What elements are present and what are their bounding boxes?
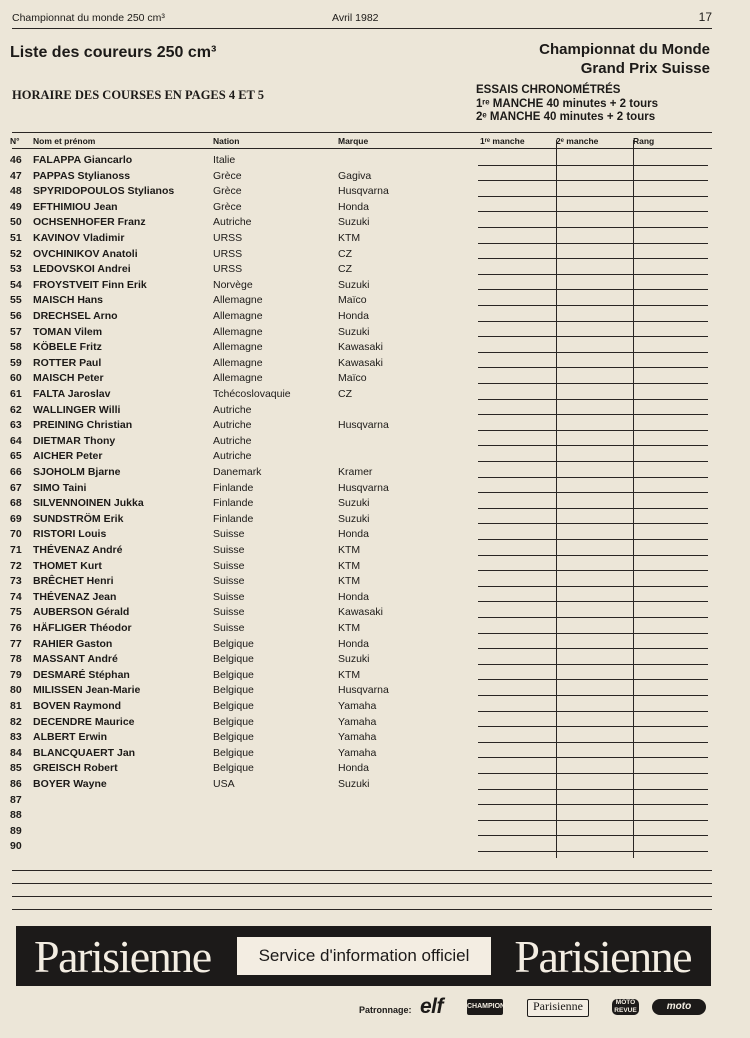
rider-nation: URSS	[213, 232, 243, 244]
page-title: Liste des coureurs 250 cm³	[10, 44, 217, 61]
rider-nation: Tchécoslovaquie	[213, 388, 291, 400]
rider-name: BOVEN Raymond	[33, 700, 122, 712]
rider-name: AICHER Peter	[33, 450, 103, 463]
table-row	[0, 509, 750, 525]
table-row	[0, 462, 750, 478]
footer-rule-1	[12, 870, 712, 871]
rider-nation: Finlande	[213, 481, 254, 494]
rider-nation: Suisse	[213, 528, 245, 541]
rider-number: 89	[10, 824, 22, 837]
table-row	[0, 415, 750, 431]
service-label: Service d'information officiel	[237, 937, 491, 975]
table-row	[0, 493, 750, 509]
table-row	[0, 259, 750, 275]
rider-nation: URSS	[213, 263, 243, 276]
rider-number: 68	[10, 497, 22, 510]
rider-name: AUBERSON Gérald	[33, 606, 130, 619]
table-row	[0, 743, 750, 759]
rider-nation: Danemark	[213, 466, 262, 478]
table-row	[0, 244, 750, 260]
table-row	[0, 166, 750, 182]
header-rule	[12, 28, 712, 29]
rider-nation: Belgique	[213, 637, 254, 650]
col-header-nation: Nation	[213, 136, 240, 146]
rider-number: 87	[10, 793, 22, 806]
rider-nation: Allemagne	[213, 325, 263, 338]
rider-number: 78	[10, 653, 22, 666]
schedule-note: HORAIRE DES COURSES EN PAGES 4 ET 5	[12, 88, 265, 102]
rider-name: PREINING Christian	[33, 419, 133, 432]
table-row	[0, 228, 750, 244]
table-row	[0, 384, 750, 400]
rider-nation: Allemagne	[213, 294, 263, 307]
col-header-rang: Rang	[633, 136, 655, 146]
rider-number: 53	[10, 263, 22, 276]
rider-brand: Suzuki	[338, 497, 370, 510]
rider-number: 50	[10, 216, 22, 229]
rider-nation: Allemagne	[213, 356, 263, 369]
essais-block	[476, 84, 658, 125]
rider-number: 86	[10, 778, 22, 790]
rider-nation: Suisse	[213, 622, 245, 634]
rider-number: 88	[10, 809, 22, 822]
rider-number: 67	[10, 481, 22, 494]
rider-name: PAPPAS Stylianoss	[33, 169, 131, 182]
rider-brand: Yamaha	[338, 731, 377, 744]
table-row	[0, 649, 750, 665]
rider-brand: Husqvarna	[338, 481, 389, 494]
table-row	[0, 836, 750, 852]
rider-number: 49	[10, 200, 22, 213]
result-entry-line	[478, 851, 708, 852]
rider-brand: Suzuki	[338, 512, 370, 525]
rider-name: EFTHIMIOU Jean	[33, 200, 118, 213]
rider-nation: Belgique	[213, 653, 254, 666]
table-row	[0, 337, 750, 353]
rider-name: MILISSEN Jean-Marie	[33, 684, 141, 697]
rider-brand: CZ	[338, 247, 352, 260]
rider-brand: Husqvarna	[338, 684, 389, 697]
rider-brand: Kawasaki	[338, 341, 383, 354]
rider-name: THOMET Kurt	[33, 559, 102, 572]
rider-brand: KTM	[338, 544, 361, 556]
rider-number: 71	[10, 544, 22, 556]
rider-brand: Gagiva	[338, 169, 372, 182]
rider-number: 80	[10, 684, 22, 697]
rider-name: LEDOVSKOI Andrei	[33, 263, 131, 276]
moto-logo: moto	[652, 999, 706, 1015]
rider-number: 47	[10, 169, 22, 182]
rider-nation: Grèce	[213, 185, 242, 198]
rider-number: 63	[10, 419, 22, 432]
rider-name: SIMO Taini	[33, 481, 87, 494]
rider-name: DRECHSEL Arno	[33, 310, 118, 322]
table-row	[0, 727, 750, 743]
rider-number: 58	[10, 341, 22, 354]
rider-name: DIETMAR Thony	[33, 434, 116, 447]
col-header-manche-1: 1ʳᵉ manche	[480, 136, 525, 146]
running-header	[12, 10, 712, 28]
essais-manche-2: 2ᵉ MANCHE 40 minutes + 2 tours	[476, 111, 656, 123]
running-header-title: Championnat du monde 250 cm³	[12, 12, 165, 24]
rider-brand: Honda	[338, 637, 369, 650]
table-row	[0, 524, 750, 540]
table-header-rule	[12, 148, 712, 149]
table-row	[0, 150, 750, 166]
rider-number: 48	[10, 185, 22, 198]
table-row	[0, 322, 750, 338]
rider-number: 64	[10, 434, 22, 447]
rider-brand: Honda	[338, 590, 369, 603]
rider-name: DESMARÉ Stéphan	[33, 668, 130, 681]
sponsor-logo-right: Parisienne	[514, 931, 691, 982]
rider-nation: Belgique	[213, 668, 254, 681]
rider-nation: Finlande	[213, 512, 254, 525]
footer-rule-2	[12, 883, 712, 884]
table-row	[0, 821, 750, 837]
rider-nation: Belgique	[213, 684, 254, 697]
rider-name: SJOHOLM Bjarne	[33, 466, 121, 478]
rider-brand: CZ	[338, 388, 352, 400]
rider-number: 62	[10, 403, 22, 416]
table-row	[0, 696, 750, 712]
rider-name: SPYRIDOPOULOS Stylianos	[33, 185, 175, 198]
rider-nation: Finlande	[213, 497, 254, 510]
rider-brand: CZ	[338, 263, 352, 276]
rider-name: FALAPPA Giancarlo	[33, 154, 133, 166]
table-row	[0, 368, 750, 384]
rider-nation: Norvège	[213, 278, 253, 291]
rider-name: MAISCH Peter	[33, 372, 104, 385]
rider-number: 46	[10, 154, 22, 166]
table-row	[0, 680, 750, 696]
rider-name: FROYSTVEIT Finn Erik	[33, 278, 147, 291]
rider-brand: Honda	[338, 762, 369, 775]
sponsor-logo-left: Parisienne	[34, 931, 211, 982]
rider-name: GREISCH Robert	[33, 762, 118, 775]
elf-logo: elf	[420, 995, 444, 1018]
table-row	[0, 181, 750, 197]
table-row	[0, 306, 750, 322]
rider-number: 72	[10, 559, 22, 572]
rider-nation: Autriche	[213, 434, 252, 447]
table-row	[0, 774, 750, 790]
rider-number: 75	[10, 606, 22, 619]
table-row	[0, 665, 750, 681]
rider-brand: Maïco	[338, 372, 367, 385]
rider-name: BLANCQUAERT Jan	[33, 746, 136, 759]
rider-number: 76	[10, 622, 22, 634]
rider-number: 51	[10, 232, 22, 244]
rider-brand: KTM	[338, 559, 361, 572]
patronage-label: Patronnage:	[359, 1005, 412, 1015]
rider-brand: Kramer	[338, 466, 373, 478]
table-row	[0, 275, 750, 291]
table-row	[0, 478, 750, 494]
col-header-num: N°	[10, 136, 20, 146]
rider-name: KAVINOV Vladimir	[33, 232, 125, 244]
rider-nation: Belgique	[213, 746, 254, 759]
rider-nation: Allemagne	[213, 310, 263, 322]
rider-nation: URSS	[213, 247, 243, 260]
rider-name: OVCHINIKOV Anatoli	[33, 247, 138, 260]
rider-number: 56	[10, 310, 22, 322]
rider-name: THÉVENAZ Jean	[33, 590, 117, 603]
table-row	[0, 540, 750, 556]
rider-brand: Yamaha	[338, 700, 377, 712]
rider-nation: Allemagne	[213, 341, 263, 354]
rider-name: TOMAN Vilem	[33, 325, 103, 338]
rider-number: 70	[10, 528, 22, 541]
essais-manche-1: 1ʳᵉ MANCHE 40 minutes + 2 tours	[476, 97, 659, 110]
rider-number: 65	[10, 450, 22, 463]
rider-nation: Grèce	[213, 169, 242, 182]
rider-nation: Autriche	[213, 450, 252, 463]
rider-brand: Husqvarna	[338, 185, 389, 198]
championship-title	[539, 40, 710, 78]
rider-name: BOYER Wayne	[33, 778, 107, 790]
rider-number: 84	[10, 746, 22, 759]
table-row	[0, 758, 750, 774]
rider-name: MAISCH Hans	[33, 294, 104, 307]
rider-number: 61	[10, 388, 22, 400]
rider-name: BRÊCHET Henri	[33, 575, 114, 588]
footer-rule-4	[12, 909, 712, 910]
running-header-date: Avril 1982	[332, 12, 379, 24]
rider-name: RISTORI Louis	[33, 528, 107, 541]
rider-name: OCHSENHOFER Franz	[33, 216, 146, 229]
rider-nation: Suisse	[213, 590, 245, 603]
rider-number: 66	[10, 466, 22, 478]
rider-nation: Belgique	[213, 715, 254, 728]
table-row	[0, 290, 750, 306]
rider-name: SUNDSTRÖM Erik	[33, 512, 124, 525]
table-row	[0, 212, 750, 228]
rider-number: 81	[10, 700, 22, 712]
page-number: 17	[698, 10, 712, 24]
rider-number: 74	[10, 590, 22, 603]
rider-brand: Suzuki	[338, 778, 370, 790]
rider-nation: Suisse	[213, 575, 245, 588]
rider-name: THÉVENAZ André	[33, 544, 123, 556]
rider-number: 79	[10, 668, 22, 681]
rider-nation: Allemagne	[213, 372, 263, 385]
rider-nation: Belgique	[213, 762, 254, 775]
rider-brand: Maïco	[338, 294, 367, 307]
table-row	[0, 634, 750, 650]
rider-nation: USA	[213, 778, 235, 790]
rider-nation: Grèce	[213, 200, 242, 213]
rider-nation: Italie	[213, 154, 236, 166]
table-row	[0, 446, 750, 462]
table-row	[0, 400, 750, 416]
rider-number: 55	[10, 294, 22, 307]
moto-revue-logo: MOTO REVUE	[612, 999, 639, 1015]
rider-brand: Kawasaki	[338, 606, 383, 619]
rider-brand: KTM	[338, 575, 361, 588]
rider-number: 83	[10, 731, 22, 744]
rider-number: 57	[10, 325, 22, 338]
table-row	[0, 602, 750, 618]
table-row	[0, 556, 750, 572]
rider-brand: Honda	[338, 200, 369, 213]
rider-name: FALTA Jaroslav	[33, 388, 111, 400]
rider-number: 54	[10, 278, 22, 291]
table-row	[0, 587, 750, 603]
rider-brand: Suzuki	[338, 325, 370, 338]
rider-brand: Yamaha	[338, 746, 377, 759]
rider-number: 69	[10, 512, 22, 525]
sponsor-banner	[16, 926, 711, 986]
rider-brand: Husqvarna	[338, 419, 389, 432]
rider-nation: Belgique	[213, 731, 254, 744]
rider-name: ALBERT Erwin	[33, 731, 108, 744]
table-row	[0, 618, 750, 634]
col-header-manche-2: 2ᵉ manche	[556, 136, 599, 146]
table-row	[0, 712, 750, 728]
rider-name: SILVENNOINEN Jukka	[33, 497, 144, 510]
rider-nation: Autriche	[213, 216, 252, 229]
championship-line-2: Grand Prix Suisse	[580, 60, 710, 77]
rider-number: 59	[10, 356, 22, 369]
rider-brand: Suzuki	[338, 653, 370, 666]
rider-nation: Autriche	[213, 419, 252, 432]
rider-name: RAHIER Gaston	[33, 637, 113, 650]
rider-number: 73	[10, 575, 22, 588]
rider-nation: Autriche	[213, 403, 252, 416]
rider-name: ROTTER Paul	[33, 356, 102, 369]
rider-brand: Suzuki	[338, 216, 370, 229]
table-row	[0, 353, 750, 369]
rider-name: HÄFLIGER Théodor	[33, 622, 132, 634]
col-header-brand: Marque	[338, 136, 369, 146]
table-row	[0, 197, 750, 213]
rider-brand: Suzuki	[338, 278, 370, 291]
table-row	[0, 805, 750, 821]
rider-number: 60	[10, 372, 22, 385]
rider-nation: Suisse	[213, 544, 245, 556]
rider-name: MASSANT André	[33, 653, 118, 666]
rider-brand: KTM	[338, 668, 361, 681]
table-top-rule	[12, 132, 712, 133]
table-row	[0, 790, 750, 806]
rider-brand: Yamaha	[338, 715, 377, 728]
rider-number: 85	[10, 762, 22, 775]
rider-number: 52	[10, 247, 22, 260]
footer-rule-3	[12, 896, 712, 897]
rider-name: KÖBELE Fritz	[33, 341, 102, 354]
rider-brand: Honda	[338, 310, 369, 322]
table-row	[0, 571, 750, 587]
rider-brand: KTM	[338, 232, 361, 244]
rider-brand: Honda	[338, 528, 369, 541]
rider-number: 77	[10, 637, 22, 650]
rider-name: DECENDRE Maurice	[33, 715, 135, 728]
championship-line-1: Championnat du Monde	[539, 41, 710, 58]
rider-nation: Belgique	[213, 700, 254, 712]
col-header-name: Nom et prénom	[33, 136, 96, 146]
rider-number: 82	[10, 715, 22, 728]
parisienne-logo: Parisienne	[527, 999, 589, 1017]
rider-brand: KTM	[338, 622, 361, 634]
rider-name: WALLINGER Willi	[33, 403, 121, 416]
rider-nation: Suisse	[213, 559, 245, 572]
rider-brand: Kawasaki	[338, 356, 383, 369]
rider-number: 90	[10, 840, 22, 853]
table-row	[0, 431, 750, 447]
rider-nation: Suisse	[213, 606, 245, 619]
essais-title: ESSAIS CHRONOMÉTRÉS	[476, 84, 621, 96]
champion-logo: CHAMPION	[467, 999, 503, 1015]
